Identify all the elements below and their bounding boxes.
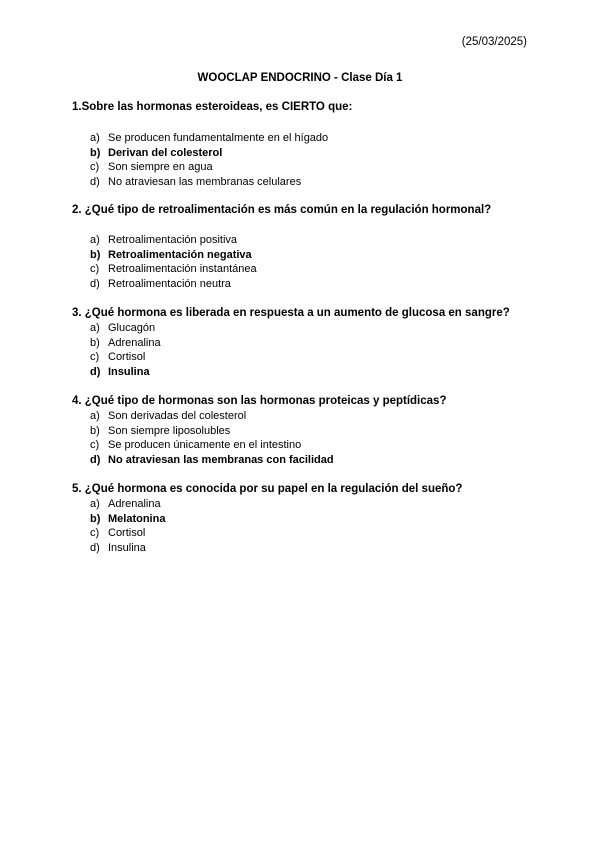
option-text: Insulina bbox=[108, 366, 150, 379]
option-1c bbox=[90, 160, 328, 175]
option-text: Melatonina bbox=[108, 512, 166, 525]
question-1: 1.Sobre las hormonas esteroideas, es CIERTO que: bbox=[72, 101, 353, 113]
option-letter: d) bbox=[90, 278, 100, 291]
question-3: 3. ¿Qué hormona es liberada en respuesta a un aumento de glucosa en sangre? bbox=[72, 307, 510, 319]
option-5a bbox=[90, 497, 165, 512]
option-3c bbox=[90, 350, 161, 365]
option-letter: b) bbox=[90, 512, 101, 525]
option-text: Insulina bbox=[108, 542, 146, 555]
option-letter: b) bbox=[90, 336, 100, 349]
option-letter: d) bbox=[90, 542, 100, 555]
option-4d-correct bbox=[90, 453, 334, 468]
option-letter: a) bbox=[90, 498, 100, 510]
option-text: Son siempre en agua bbox=[108, 161, 213, 174]
option-letter: c) bbox=[90, 263, 100, 276]
option-text: Son derivadas del colesterol bbox=[108, 410, 247, 422]
option-3b bbox=[90, 336, 161, 351]
option-text: Cortisol bbox=[108, 527, 146, 540]
option-letter: c) bbox=[90, 161, 100, 174]
option-text: Retroalimentación negativa bbox=[108, 248, 252, 261]
option-letter: a) bbox=[90, 132, 100, 144]
question-4-options bbox=[90, 409, 334, 468]
option-4c bbox=[90, 438, 334, 453]
option-text: Glucagón bbox=[108, 322, 156, 334]
option-letter: b) bbox=[90, 248, 101, 261]
option-3d-correct bbox=[90, 365, 161, 380]
question-4: 4. ¿Qué tipo de hormonas son las hormonas proteicas y peptídicas? bbox=[72, 395, 447, 407]
option-5b-correct bbox=[90, 512, 165, 527]
option-letter: a) bbox=[90, 322, 100, 334]
option-text: Cortisol bbox=[108, 351, 146, 364]
question-5-options bbox=[90, 497, 165, 556]
question-5: 5. ¿Qué hormona es conocida por su papel en la regulación del sueño? bbox=[72, 483, 463, 495]
option-4b bbox=[90, 424, 334, 439]
option-letter: d) bbox=[90, 454, 101, 467]
option-letter: c) bbox=[90, 351, 100, 364]
option-2a bbox=[90, 233, 257, 248]
question-2: 2. ¿Qué tipo de retroalimentación es más común en la regulación hormonal? bbox=[72, 204, 492, 216]
question-3-options bbox=[90, 321, 161, 380]
option-letter: d) bbox=[90, 366, 101, 379]
option-text: Retroalimentación positiva bbox=[108, 234, 238, 246]
option-1b-correct bbox=[90, 146, 328, 161]
option-letter: c) bbox=[90, 439, 100, 452]
option-3a bbox=[90, 321, 161, 336]
option-text: Se producen fundamentalmente en el hígado bbox=[108, 132, 329, 144]
question-2-options bbox=[90, 233, 257, 292]
option-1a bbox=[90, 131, 328, 146]
option-4a bbox=[90, 409, 334, 424]
option-5d bbox=[90, 541, 165, 556]
option-text: Se producen únicamente en el intestino bbox=[108, 439, 302, 452]
option-text: Retroalimentación neutra bbox=[108, 278, 231, 291]
option-text: Adrenalina bbox=[108, 498, 161, 510]
option-letter: b) bbox=[90, 146, 101, 159]
option-letter: c) bbox=[90, 527, 100, 540]
option-letter: d) bbox=[90, 176, 100, 189]
document-date: (25/03/2025) bbox=[461, 36, 527, 48]
document-title: WOOCLAP ENDOCRINO - Clase Día 1 bbox=[197, 72, 403, 84]
option-text: Derivan del colesterol bbox=[108, 146, 223, 159]
option-5c bbox=[90, 526, 165, 541]
option-2c bbox=[90, 262, 257, 277]
option-text: Adrenalina bbox=[108, 336, 161, 349]
question-1-options bbox=[90, 131, 328, 190]
option-text: Son siempre liposolubles bbox=[108, 424, 231, 437]
option-1d bbox=[90, 175, 328, 190]
option-2b-correct bbox=[90, 248, 257, 263]
option-text: Retroalimentación instantánea bbox=[108, 263, 257, 276]
option-text: No atraviesan las membranas con facilidad bbox=[108, 454, 334, 467]
option-text: No atraviesan las membranas celulares bbox=[108, 176, 302, 189]
option-letter: a) bbox=[90, 234, 100, 246]
option-2d bbox=[90, 277, 257, 292]
option-letter: a) bbox=[90, 410, 100, 422]
option-letter: b) bbox=[90, 424, 100, 437]
